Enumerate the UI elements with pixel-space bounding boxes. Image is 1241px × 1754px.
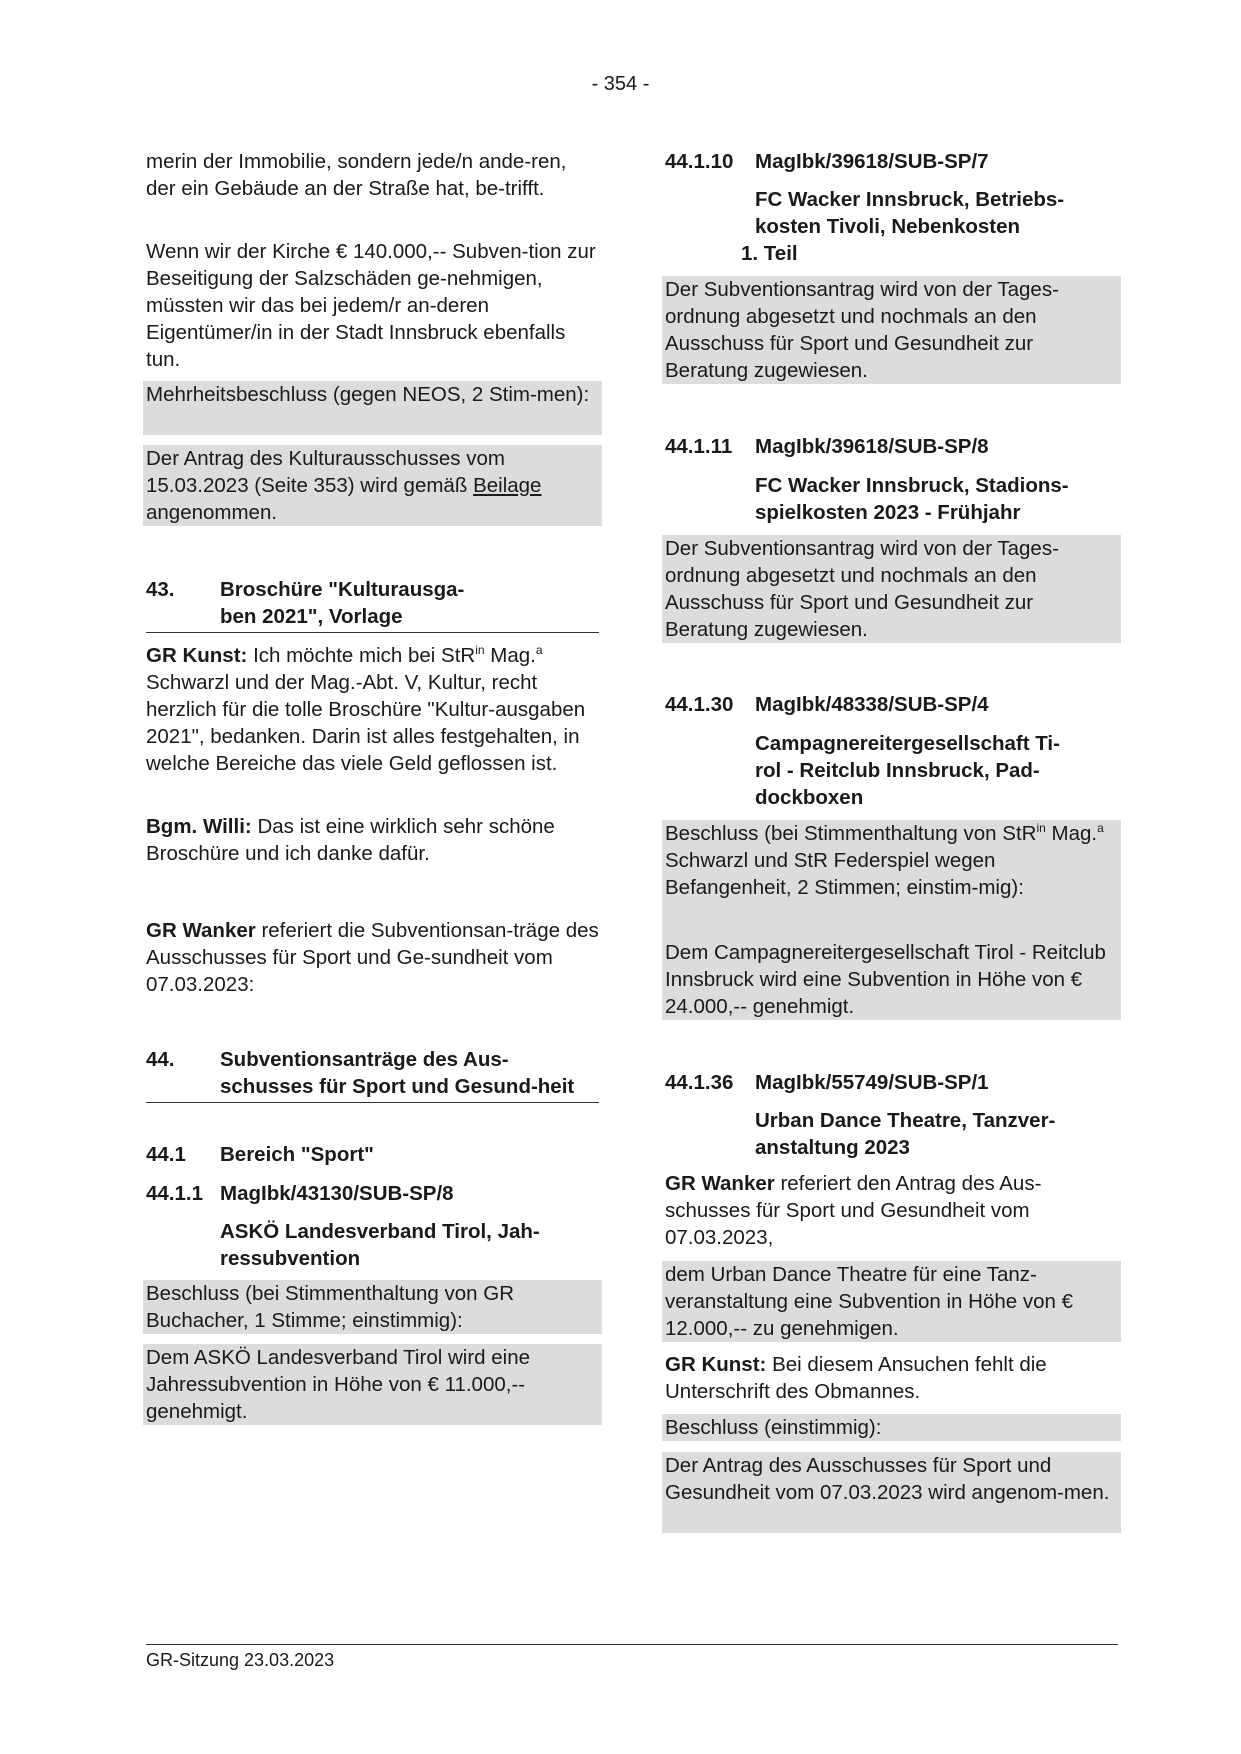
section-subtitle: FC Wacker Innsbruck, Stadions-spielkosten 2023 - Frühjahr	[755, 474, 1069, 524]
decision-text: Der Antrag des Ausschusses für Sport und Gesundheit vom 07.03.2023 wird angenom-men.	[662, 1452, 1121, 1533]
section-subtitle: Urban Dance Theatre, Tanzver-anstaltung 2023	[755, 1109, 1056, 1159]
speaker: GR Kunst:	[665, 1353, 767, 1376]
speech-text: Ich möchte mich bei StR	[253, 644, 476, 667]
section-number: 44.1.30	[665, 693, 734, 716]
section-heading-44-1-11	[665, 433, 1118, 460]
footer-divider	[146, 1644, 1118, 1645]
section-number: 43.	[146, 578, 175, 601]
decision-header: Beschluss (bei Stimmenthaltung von GR Buchacher, 1 Stimme; einstimmig):	[143, 1280, 602, 1334]
decision-text: Dem ASKÖ Landesverband Tirol wird eine Jahressubvention in Höhe von € 11.000,-- genehmigt.	[143, 1344, 602, 1425]
speech-text: referiert die Subventionsan-träge des Ausschusses für Sport und Ge-sundheit vom 07.03.2023:	[146, 919, 599, 996]
decision-text: dem Urban Dance Theatre für eine Tanz-veranstaltung eine Subvention in Höhe von € 12.000,-- zu genehmigen.	[662, 1261, 1121, 1342]
section-number: 44.1.10	[665, 150, 734, 173]
paragraph: merin der Immobilie, sondern jede/n ande-ren, der ein Gebäude an der Straße hat, be-trifft.	[146, 150, 567, 200]
speech-text: Bei diesem Ansuchen fehlt die Unterschrift des Obmannes.	[665, 1353, 1047, 1403]
section-title: MagIbk/39618/SUB-SP/7	[755, 150, 989, 173]
decision-text	[143, 445, 602, 526]
decision-text: Der Subventionsantrag wird von der Tages-ordnung abgesetzt und nochmals an den Ausschuss für Sport und Gesundheit zur Beratung zugewiesen.	[662, 535, 1121, 643]
decision-text-end: angenommen.	[146, 501, 278, 524]
decision-text: Schwarzl und StR Federspiel wegen Befangenheit, 2 Stimmen; einstim-mig):	[665, 849, 1024, 899]
section-title: MagIbk/55749/SUB-SP/1	[755, 1071, 989, 1094]
speech-text: referiert den Antrag des Aus-schusses für Sport und Gesundheit vom 07.03.2023,	[665, 1172, 1042, 1249]
speech-kunst	[665, 1351, 1118, 1405]
section-title: MagIbk/43130/SUB-SP/8	[220, 1182, 454, 1205]
decision-header: Beschluss (einstimmig):	[662, 1414, 1121, 1441]
decision-header: Mehrheitsbeschluss (gegen NEOS, 2 Stim-men):	[143, 381, 602, 435]
section-title: Broschüre "Kulturausga-ben 2021", Vorlage	[220, 578, 465, 628]
speech-text: Schwarzl und der Mag.-Abt. V, Kultur, recht herzlich für die tolle Broschüre "Kultur-ausgaben 2021", bedanken. Darin ist alles festgehalten, in welche Bereiche das viele Geld geflossen ist.	[146, 671, 586, 775]
decision-text: Dem Campagnereitergesellschaft Tirol - Reitclub Innsbruck wird eine Subvention in Höhe von € 24.000,-- genehmigt.	[662, 939, 1121, 1020]
section-heading-44-1-36	[665, 1069, 1118, 1096]
decision-text: Beschluss (bei Stimmenthaltung von StR	[665, 822, 1037, 845]
footer: GR-Sitzung 23.03.2023	[146, 1650, 335, 1670]
speech-wanker	[146, 917, 599, 998]
section-number: 44.1.1	[146, 1182, 203, 1205]
speech-text: Mag.	[490, 644, 536, 667]
section-number: 44.1.36	[665, 1071, 734, 1094]
speaker: GR Kunst:	[146, 644, 248, 667]
section-subtitle: FC Wacker Innsbruck, Betriebs-kosten Tivoli, Nebenkosten	[755, 188, 1065, 238]
superscript: a	[1097, 821, 1104, 836]
section-number: 44.1	[146, 1143, 186, 1166]
section-heading-44-1-10	[665, 148, 1118, 175]
superscript: in	[1036, 821, 1046, 836]
section-title: Bereich "Sport"	[220, 1143, 374, 1166]
section-heading-44-1	[146, 1141, 599, 1168]
section-title: MagIbk/39618/SUB-SP/8	[755, 435, 989, 458]
decision-text: Der Subventionsantrag wird von der Tages-ordnung abgesetzt und nochmals an den Ausschuss für Sport und Gesundheit zur Beratung zugewiesen.	[662, 276, 1121, 384]
speech-willi	[146, 813, 599, 867]
section-number: 44.	[146, 1048, 175, 1071]
decision-text-main: Der Antrag des Kulturausschusses vom 15.03.2023 (Seite 353) wird gemäß	[146, 447, 505, 497]
section-number: 44.1.11	[665, 435, 733, 458]
section-heading-44	[146, 1046, 599, 1103]
speech-kunst	[146, 642, 599, 777]
speaker: GR Wanker	[665, 1172, 775, 1195]
speech-text: Das ist eine wirklich sehr schöne Broschüre und ich danke dafür.	[146, 815, 555, 865]
decision-header	[662, 820, 1121, 955]
section-subtitle: Campagnereitergesellschaft Ti-rol - Reitclub Innsbruck, Pad-dockboxen	[755, 732, 1060, 809]
speech-wanker	[665, 1170, 1118, 1251]
beilage-link[interactable]: Beilage	[473, 474, 542, 497]
section-subtitle-part: 1. Teil	[741, 242, 798, 265]
superscript: in	[475, 643, 485, 658]
section-title: Subventionsanträge des Aus-schusses für Sport und Gesund-heit	[220, 1048, 575, 1098]
section-subtitle: ASKÖ Landesverband Tirol, Jah-ressubvention	[220, 1220, 540, 1270]
section-heading-43	[146, 576, 599, 633]
page-number: - 354 -	[591, 73, 650, 95]
section-heading-44-1-30	[665, 691, 1118, 718]
speaker: GR Wanker	[146, 919, 256, 942]
paragraph: Wenn wir der Kirche € 140.000,-- Subven-tion zur Beseitigung der Salzschäden ge-nehmigen, müssten wir das bei jedem/r an-deren Eigentümer/in in der Stadt Innsbruck ebenfalls tun.	[146, 240, 596, 371]
speaker: Bgm. Willi:	[146, 815, 252, 838]
decision-text: Mag.	[1051, 822, 1098, 845]
section-heading-44-1-1	[146, 1180, 599, 1207]
section-title: MagIbk/48338/SUB-SP/4	[755, 693, 989, 716]
superscript: a	[535, 643, 543, 658]
